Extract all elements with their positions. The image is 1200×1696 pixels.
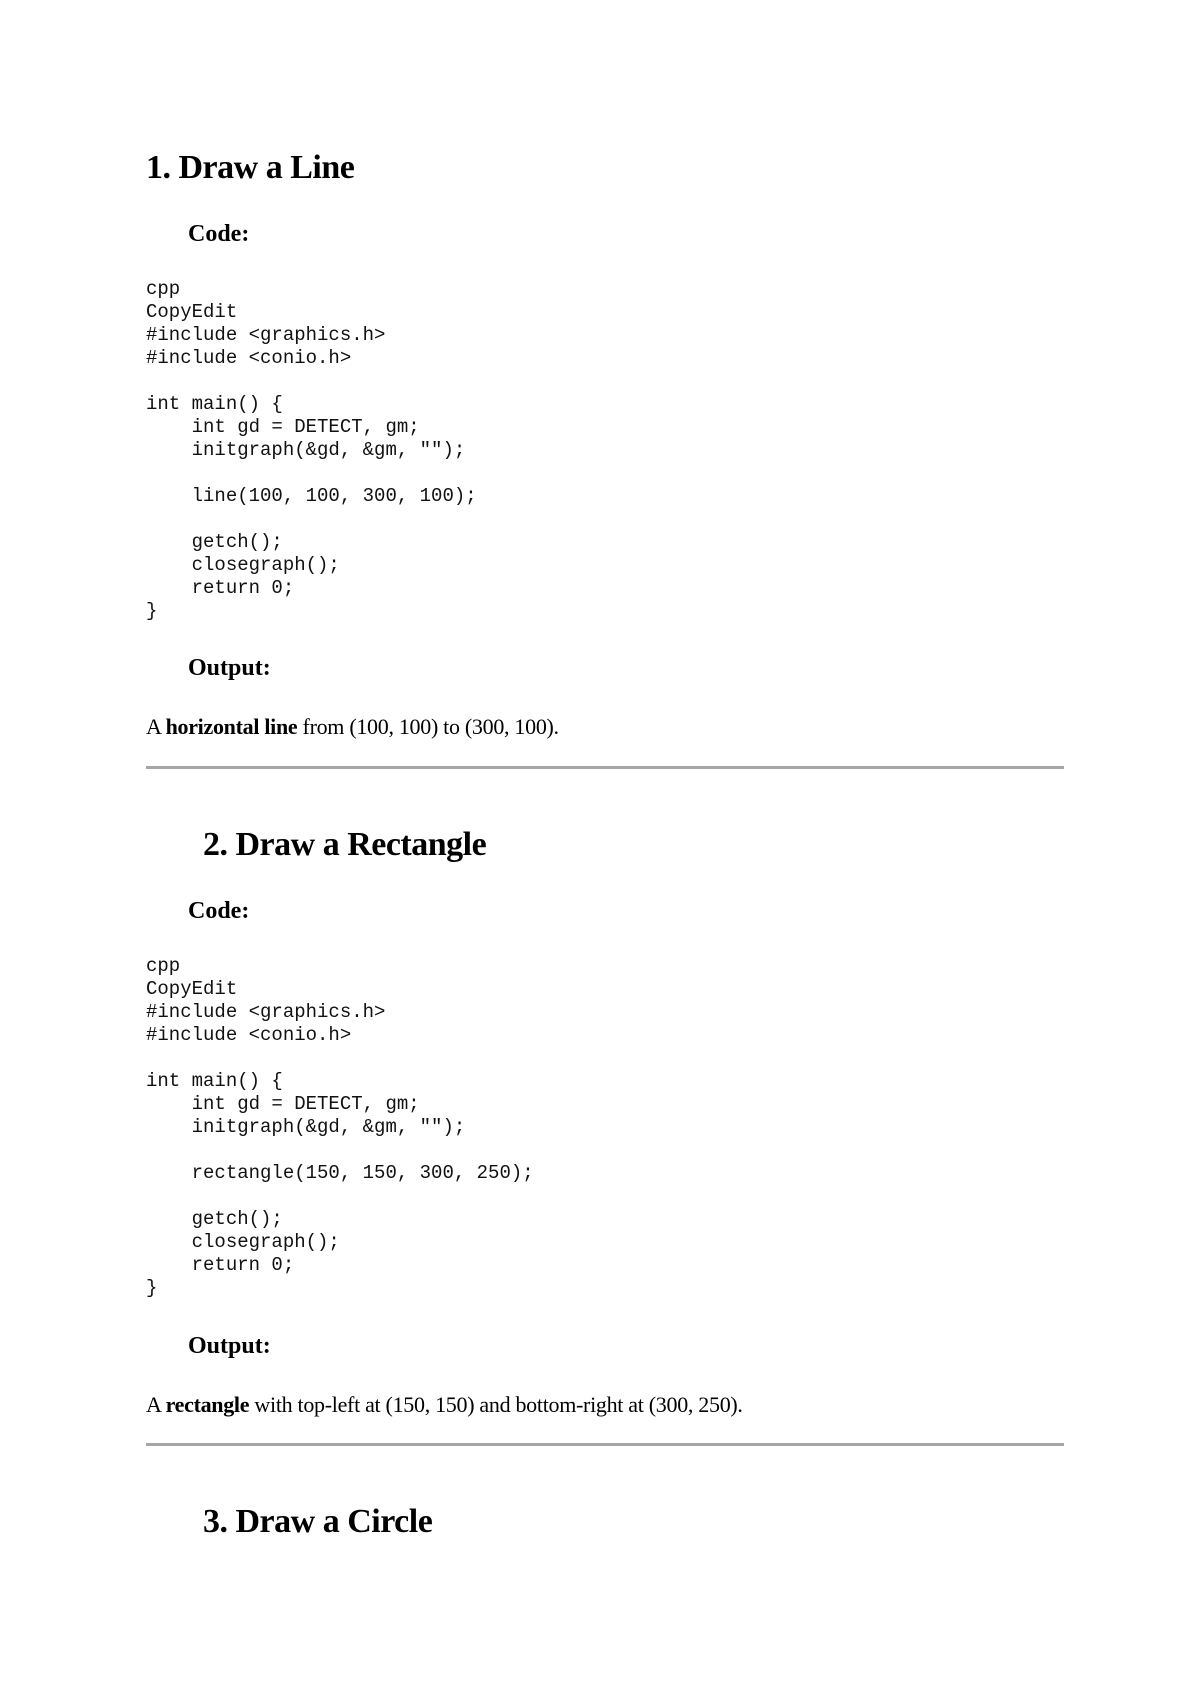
code-line: cpp: [146, 278, 181, 300]
code-line: cpp: [146, 955, 181, 977]
section-2-output-label: Output:: [188, 1333, 271, 1359]
output-text-post: from (100, 100) to (300, 100).: [297, 714, 559, 739]
code-line: CopyEdit: [146, 301, 238, 323]
output-text-bold: horizontal line: [165, 714, 298, 739]
code-line: rectangle(150, 150, 300, 250);: [146, 1162, 534, 1184]
section-1-output-label: Output:: [188, 655, 271, 681]
code-line: getch();: [146, 1208, 283, 1230]
section-3-heading: 3. Draw a Circle: [203, 1503, 433, 1540]
code-line: int gd = DETECT, gm;: [146, 416, 420, 438]
code-line: closegraph();: [146, 554, 340, 576]
section-2-heading: 2. Draw a Rectangle: [203, 826, 487, 863]
section-2-output-text: [146, 1391, 743, 1419]
code-line: getch();: [146, 531, 283, 553]
code-line: #include <conio.h>: [146, 1024, 352, 1046]
code-line: #include <graphics.h>: [146, 324, 386, 346]
output-text-post: with top-left at (150, 150) and bottom-right at (300, 250).: [249, 1392, 743, 1417]
code-line: int main() {: [146, 1070, 283, 1092]
section-1-heading: 1. Draw a Line: [146, 149, 355, 186]
code-line: #include <conio.h>: [146, 347, 352, 369]
code-line: #include <graphics.h>: [146, 1001, 386, 1023]
output-text-pre: A: [146, 714, 166, 739]
output-text-pre: A: [146, 1392, 166, 1417]
code-line: int main() {: [146, 393, 283, 415]
code-line: closegraph();: [146, 1231, 340, 1253]
output-text-bold: rectangle: [165, 1392, 250, 1417]
code-line: return 0;: [146, 1254, 295, 1276]
section-divider: [146, 766, 1064, 769]
section-2-code-block: [146, 955, 534, 1300]
code-line: }: [146, 600, 158, 622]
code-line: CopyEdit: [146, 978, 238, 1000]
code-line: initgraph(&gd, &gm, "");: [146, 1116, 466, 1138]
code-line: initgraph(&gd, &gm, "");: [146, 439, 466, 461]
code-line: int gd = DETECT, gm;: [146, 1093, 420, 1115]
section-1-code-label: Code:: [188, 221, 250, 247]
code-line: return 0;: [146, 577, 295, 599]
section-1-output-text: [146, 713, 559, 741]
code-line: }: [146, 1277, 158, 1299]
section-1-code-block: [146, 278, 477, 623]
code-line: line(100, 100, 300, 100);: [146, 485, 477, 507]
section-2-code-label: Code:: [188, 898, 250, 924]
section-divider: [146, 1443, 1064, 1446]
